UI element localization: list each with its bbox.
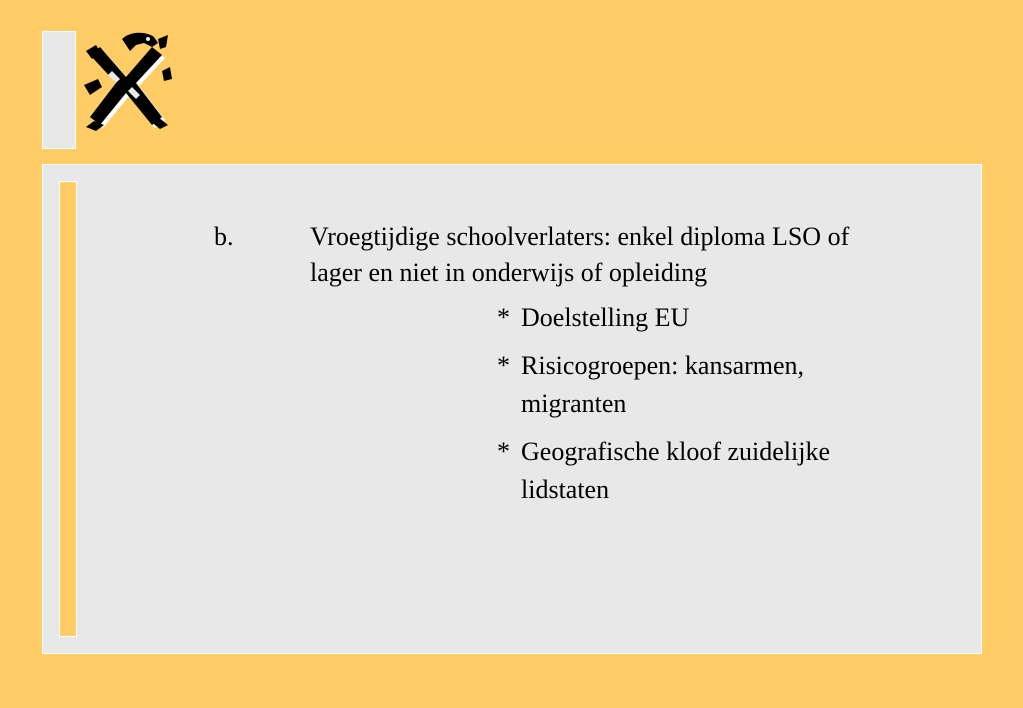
bullet-item xyxy=(497,299,934,337)
bullet-mark: * xyxy=(497,303,510,332)
bullet-item xyxy=(497,347,934,423)
bullet-text: Geografische kloof zuidelijke lidstaten xyxy=(521,437,830,504)
item-marker: b. xyxy=(214,222,234,251)
bullet-item xyxy=(497,433,934,509)
list-item xyxy=(214,219,934,291)
bullet-mark: * xyxy=(497,351,510,380)
logo-side-bar xyxy=(42,31,76,149)
flemish-lion-icon xyxy=(82,31,172,133)
slide-content xyxy=(214,219,934,519)
item-text: Vroegtijdige schoolverlaters: enkel diploma LSO of lager en niet in onderwijs of opleiding xyxy=(310,222,850,287)
bullet-text: Doelstelling EU xyxy=(521,303,690,332)
bullet-mark: * xyxy=(497,437,510,466)
bullet-list xyxy=(214,299,934,509)
bullet-text: Risicogroepen: kansarmen, migranten xyxy=(521,351,805,418)
panel-accent-bar xyxy=(59,181,77,637)
